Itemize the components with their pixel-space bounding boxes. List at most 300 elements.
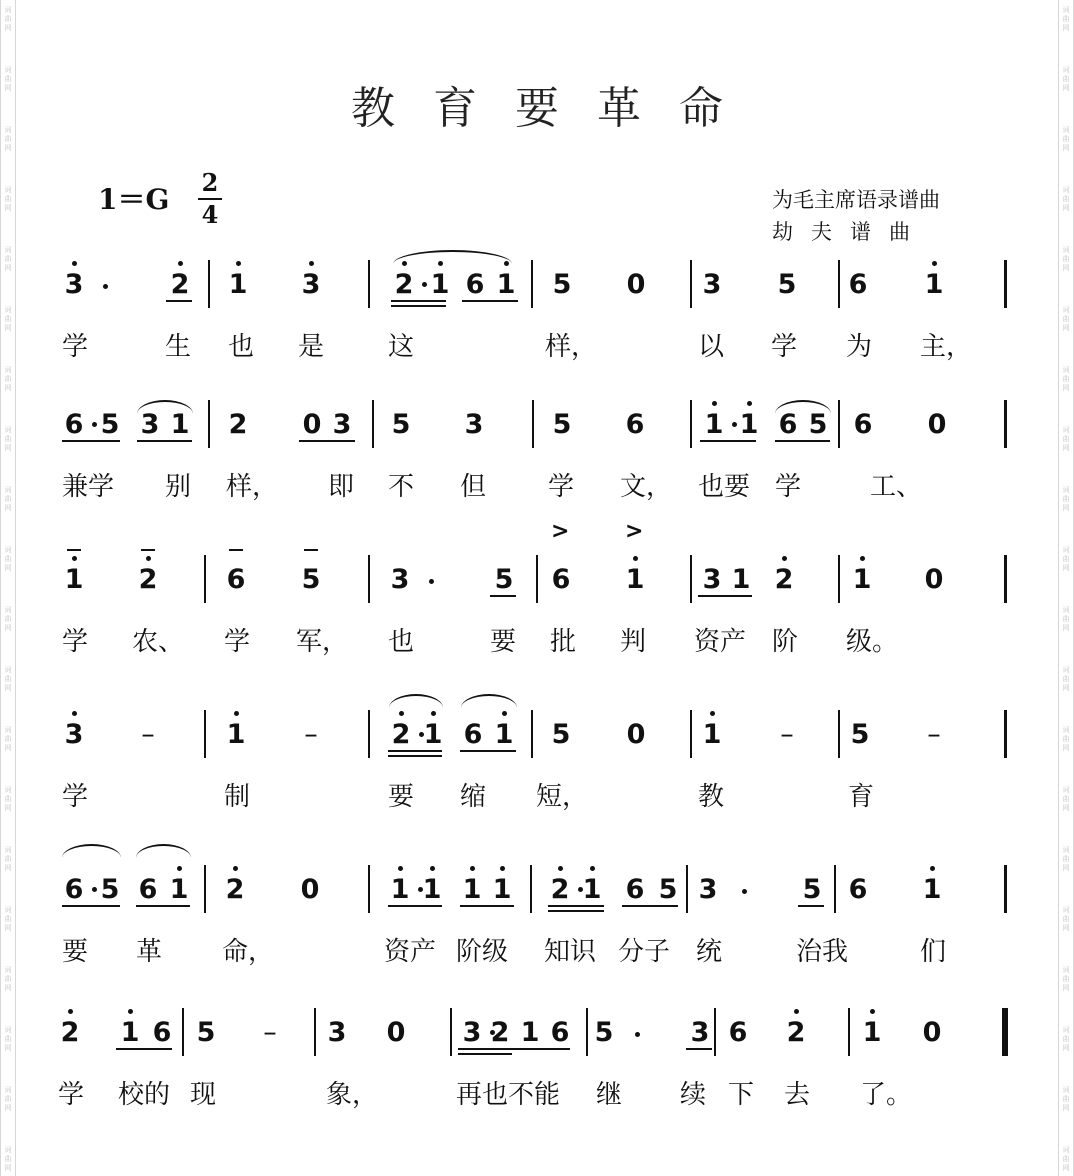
lyric-syllable: 资产	[694, 627, 747, 657]
jianpu-note: 2	[394, 269, 414, 300]
beam-underline	[62, 440, 120, 442]
beam-underline	[458, 1053, 512, 1055]
beam-underline	[622, 905, 678, 907]
lyric-syllable: 学	[62, 627, 89, 657]
augmentation-dot	[422, 282, 427, 287]
beam-underline	[548, 905, 604, 907]
jianpu-note: 5	[391, 409, 411, 440]
lyric-syllable: 学	[58, 1080, 85, 1110]
jianpu-note: 0	[922, 1017, 942, 1048]
watermark-text: 词 曲 网	[4, 1086, 12, 1112]
right-watermark-strip	[1058, 0, 1074, 1176]
jianpu-note: 1	[422, 874, 442, 905]
jianpu-note: 6	[64, 874, 84, 905]
barline	[530, 865, 532, 913]
barline	[690, 260, 692, 308]
beam-underline	[686, 1048, 712, 1050]
octave-high-dot	[72, 261, 77, 266]
extension-dash: –	[927, 719, 941, 750]
jianpu-note: 6	[550, 1017, 570, 1048]
jianpu-note: 3	[390, 564, 410, 595]
jianpu-note: 3	[64, 269, 84, 300]
octave-high-dot	[72, 711, 77, 716]
jianpu-note: 1	[170, 409, 190, 440]
lyric-syllable: 主，	[920, 332, 973, 362]
slur	[461, 694, 517, 708]
time-signature-top: 2	[201, 168, 219, 197]
lyric-syllable: 要	[62, 937, 89, 967]
jianpu-note: 1	[731, 564, 751, 595]
extension-dash: –	[304, 719, 318, 750]
lyric-syllable: 了。	[860, 1080, 913, 1110]
beam-underline	[299, 440, 355, 442]
lyric-syllable: 样，	[226, 472, 279, 502]
credit-composer: 劫夫谱曲	[772, 220, 928, 244]
watermark-text: 词 曲 网	[1062, 906, 1070, 932]
beam-underline	[460, 905, 514, 907]
slur	[137, 400, 193, 414]
barline	[182, 1008, 184, 1056]
beam-underline	[458, 1048, 570, 1050]
lyric-syllable: 校的	[118, 1080, 171, 1110]
octave-high-dot	[747, 401, 752, 406]
jianpu-note: 6	[625, 409, 645, 440]
lyric-syllable: 短，	[536, 782, 589, 812]
jianpu-note: 6	[226, 564, 246, 595]
jianpu-note: 2	[228, 409, 248, 440]
jianpu-note: 3	[462, 1017, 482, 1048]
credit-lyrics-source: 为毛主席语录谱曲	[772, 188, 940, 212]
lyric-syllable: 农、	[132, 627, 185, 657]
jianpu-note: 3	[702, 269, 722, 300]
octave-high-dot	[932, 261, 937, 266]
watermark-text: 词 曲 网	[4, 606, 12, 632]
jianpu-note: 0	[386, 1017, 406, 1048]
watermark-text: 词 曲 网	[1062, 1026, 1070, 1052]
watermark-text: 词 曲 网	[1062, 666, 1070, 692]
watermark-text: 词 曲 网	[4, 186, 12, 212]
jianpu-note: 3	[332, 409, 352, 440]
lyric-syllable: 即	[328, 472, 355, 502]
lyric-syllable: 级。	[846, 627, 899, 657]
lyric-syllable: 象，	[326, 1080, 379, 1110]
jianpu-note: 5	[808, 409, 828, 440]
octave-high-dot	[72, 556, 77, 561]
barline	[204, 710, 206, 758]
jianpu-note: 0	[927, 409, 947, 440]
barline	[686, 865, 688, 913]
lyric-syllable: 学	[771, 332, 798, 362]
lyric-syllable: 再也不能	[456, 1080, 561, 1110]
watermark-text: 词 曲 网	[1062, 786, 1070, 812]
octave-high-dot	[870, 1009, 875, 1014]
watermark-text: 词 曲 网	[1062, 606, 1070, 632]
lyric-syllable: 判	[620, 627, 647, 657]
tenuto-mark	[304, 549, 318, 551]
lyric-syllable: 学	[62, 782, 89, 812]
jianpu-note: 1	[852, 564, 872, 595]
lyric-syllable: 继	[596, 1080, 623, 1110]
lyric-syllable: 教	[698, 782, 725, 812]
lyric-syllable: 生	[165, 332, 192, 362]
beam-underline	[490, 595, 516, 597]
lyric-syllable: 不	[388, 472, 415, 502]
barline	[450, 1008, 452, 1056]
jianpu-note: 1	[120, 1017, 140, 1048]
lyric-syllable: 样，	[545, 332, 598, 362]
barline	[208, 260, 210, 308]
jianpu-note: 2	[550, 874, 570, 905]
lyric-syllable: 去	[784, 1080, 811, 1110]
lyric-syllable: 工、	[870, 472, 923, 502]
augmentation-dot	[103, 284, 108, 289]
lyric-syllable: 也	[228, 332, 255, 362]
watermark-text: 词 曲 网	[4, 6, 12, 32]
beam-underline	[62, 905, 120, 907]
jianpu-note: 1	[64, 564, 84, 595]
jianpu-note: 1	[494, 719, 514, 750]
barline	[531, 260, 533, 308]
octave-high-dot	[431, 711, 436, 716]
jianpu-note: 2	[490, 1017, 510, 1048]
watermark-text: 词 曲 网	[1062, 426, 1070, 452]
end-barline	[1004, 865, 1007, 913]
lyric-syllable: 但	[460, 472, 487, 502]
jianpu-note: 6	[848, 874, 868, 905]
jianpu-note: 1	[704, 409, 724, 440]
jianpu-note: 5	[196, 1017, 216, 1048]
lyric-syllable: 也要	[698, 472, 751, 502]
watermark-text: 词 曲 网	[4, 1026, 12, 1052]
jianpu-note: 5	[100, 409, 120, 440]
octave-high-dot	[68, 1009, 73, 1014]
tenuto-mark	[141, 549, 155, 551]
watermark-text: 词 曲 网	[1062, 366, 1070, 392]
octave-high-dot	[470, 866, 475, 871]
watermark-text: 词 曲 网	[4, 66, 12, 92]
jianpu-note: 0	[626, 719, 646, 750]
lyric-syllable: 们	[920, 937, 947, 967]
accent-mark: >	[625, 519, 644, 544]
jianpu-note: 2	[786, 1017, 806, 1048]
lyric-syllable: 现	[190, 1080, 217, 1110]
watermark-text: 词 曲 网	[1062, 726, 1070, 752]
watermark-text: 词 曲 网	[4, 486, 12, 512]
jianpu-note: 2	[60, 1017, 80, 1048]
barline	[204, 865, 206, 913]
jianpu-note: 6	[848, 269, 868, 300]
jianpu-note: 1	[625, 564, 645, 595]
lyric-syllable: 学	[62, 332, 89, 362]
watermark-text: 词 曲 网	[4, 366, 12, 392]
end-barline	[1004, 710, 1007, 758]
tenuto-mark	[67, 549, 81, 551]
octave-high-dot	[782, 556, 787, 561]
slur	[136, 844, 191, 858]
barline	[838, 555, 840, 603]
watermark-text: 词 曲 网	[4, 546, 12, 572]
barline	[838, 400, 840, 448]
jianpu-note: 5	[301, 564, 321, 595]
jianpu-note: 6	[463, 719, 483, 750]
jianpu-note: 1	[520, 1017, 540, 1048]
jianpu-note: 0	[924, 564, 944, 595]
octave-high-dot	[234, 711, 239, 716]
watermark-text: 词 曲 网	[1062, 306, 1070, 332]
lyric-syllable: 续	[680, 1080, 707, 1110]
jianpu-note: 6	[551, 564, 571, 595]
jianpu-note: 1	[862, 1017, 882, 1048]
beam-underline	[460, 750, 516, 752]
barline	[208, 400, 210, 448]
octave-high-dot	[712, 401, 717, 406]
barline	[690, 400, 692, 448]
lyric-syllable: 革	[136, 937, 163, 967]
barline	[204, 555, 206, 603]
time-signature-bottom: 4	[201, 200, 219, 229]
jianpu-note: 2	[774, 564, 794, 595]
jianpu-note: 6	[465, 269, 485, 300]
jianpu-note: 6	[138, 874, 158, 905]
end-barline	[1004, 555, 1007, 603]
watermark-text: 词 曲 网	[1062, 966, 1070, 992]
watermark-text: 词 曲 网	[1062, 186, 1070, 212]
barline	[532, 400, 534, 448]
watermark-text: 词 曲 网	[1062, 66, 1070, 92]
extension-dash: –	[780, 719, 794, 750]
jianpu-note: 6	[625, 874, 645, 905]
beam-underline	[798, 905, 824, 907]
lyric-syllable: 下	[728, 1080, 755, 1110]
jianpu-note: 6	[778, 409, 798, 440]
watermark-text: 词 曲 网	[1062, 246, 1070, 272]
lyric-syllable: 资产	[384, 937, 437, 967]
lyric-syllable: 阶	[772, 627, 799, 657]
jianpu-note: 6	[64, 409, 84, 440]
barline	[834, 865, 836, 913]
barline	[368, 710, 370, 758]
octave-high-dot	[430, 866, 435, 871]
lyric-syllable: 制	[224, 782, 251, 812]
jianpu-note: 5	[100, 874, 120, 905]
jianpu-note: 5	[494, 564, 514, 595]
jianpu-note: 5	[552, 269, 572, 300]
watermark-text: 词 曲 网	[1062, 546, 1070, 572]
octave-high-dot	[309, 261, 314, 266]
jianpu-note: 3	[464, 409, 484, 440]
beam-underline	[700, 440, 756, 442]
lyric-syllable: 批	[550, 627, 577, 657]
augmentation-dot	[92, 422, 97, 427]
lyric-syllable: 兼学	[62, 472, 115, 502]
barline	[368, 260, 370, 308]
lyric-syllable: 命，	[222, 937, 275, 967]
lyric-syllable: 育	[848, 782, 875, 812]
watermark-text: 词 曲 网	[1062, 1146, 1070, 1172]
barline	[368, 555, 370, 603]
augmentation-dot	[742, 889, 747, 894]
jianpu-note: 0	[626, 269, 646, 300]
lyric-syllable: 要	[490, 627, 517, 657]
jianpu-note: 5	[658, 874, 678, 905]
beam-underline	[462, 300, 518, 302]
octave-high-dot	[233, 866, 238, 871]
barline	[372, 400, 374, 448]
lyric-syllable: 别	[165, 472, 192, 502]
augmentation-dot	[635, 1032, 640, 1037]
watermark-text: 词 曲 网	[4, 666, 12, 692]
end-barline	[1004, 400, 1007, 448]
lyric-syllable: 学	[548, 472, 575, 502]
lyric-syllable: 学	[224, 627, 251, 657]
watermark-text: 词 曲 网	[4, 846, 12, 872]
jianpu-note: 1	[582, 874, 602, 905]
jianpu-note: 1	[462, 874, 482, 905]
watermark-text: 词 曲 网	[1062, 126, 1070, 152]
jianpu-note: 2	[391, 719, 411, 750]
beam-underline	[166, 300, 192, 302]
beam-underline	[391, 305, 446, 307]
octave-high-dot	[500, 866, 505, 871]
key-signature: 1＝G	[98, 183, 170, 216]
lyric-syllable: 学	[775, 472, 802, 502]
accent-mark: >	[551, 519, 570, 544]
jianpu-note: 3	[327, 1017, 347, 1048]
beam-underline	[136, 905, 190, 907]
lyric-syllable: 这	[388, 332, 415, 362]
octave-high-dot	[398, 866, 403, 871]
octave-high-dot	[128, 1009, 133, 1014]
watermark-text: 词 曲 网	[4, 786, 12, 812]
watermark-text: 词 曲 网	[4, 306, 12, 332]
end-barline	[1004, 260, 1007, 308]
watermark-text: 词 曲 网	[4, 126, 12, 152]
jianpu-note: 1	[492, 874, 512, 905]
barline	[690, 710, 692, 758]
jianpu-note: 6	[152, 1017, 172, 1048]
time-signature	[198, 170, 222, 228]
octave-high-dot	[794, 1009, 799, 1014]
jianpu-note: 2	[138, 564, 158, 595]
jianpu-note: 1	[430, 269, 450, 300]
jianpu-note: 5	[552, 409, 572, 440]
beam-underline	[388, 755, 442, 757]
jianpu-note: 1	[169, 874, 189, 905]
watermark-text: 词 曲 网	[4, 726, 12, 752]
song-title: 教育要革命	[351, 83, 761, 134]
octave-high-dot	[177, 866, 182, 871]
jianpu-note: 0	[302, 409, 322, 440]
beam-underline	[388, 905, 442, 907]
barline	[531, 710, 533, 758]
jianpu-note: 0	[300, 874, 320, 905]
watermark-text: 词 曲 网	[1062, 1086, 1070, 1112]
octave-high-dot	[930, 866, 935, 871]
watermark-text: 词 曲 网	[1062, 6, 1070, 32]
jianpu-note: 1	[739, 409, 759, 440]
augmentation-dot	[429, 579, 434, 584]
jianpu-note: 3	[140, 409, 160, 440]
barline	[368, 865, 370, 913]
barline	[586, 1008, 588, 1056]
lyric-syllable: 分子	[618, 937, 671, 967]
barline	[314, 1008, 316, 1056]
beam-underline	[698, 595, 752, 597]
slur	[393, 250, 512, 264]
jianpu-note: 6	[728, 1017, 748, 1048]
jianpu-note: 1	[228, 269, 248, 300]
watermark-text: 词 曲 网	[4, 906, 12, 932]
octave-high-dot	[860, 556, 865, 561]
lyric-syllable: 文，	[620, 472, 673, 502]
jianpu-note: 1	[496, 269, 516, 300]
beam-underline	[775, 440, 830, 442]
jianpu-note: 1	[390, 874, 410, 905]
jianpu-note: 1	[702, 719, 722, 750]
jianpu-note: 1	[423, 719, 443, 750]
jianpu-note: 5	[777, 269, 797, 300]
lyric-syllable: 也	[388, 627, 415, 657]
lyric-syllable: 要	[388, 782, 415, 812]
octave-high-dot	[146, 556, 151, 561]
octave-high-dot	[399, 711, 404, 716]
barline	[838, 260, 840, 308]
octave-high-dot	[710, 711, 715, 716]
beam-underline	[391, 300, 446, 302]
left-watermark-strip	[0, 0, 16, 1176]
jianpu-note: 3	[64, 719, 84, 750]
watermark-text: 词 曲 网	[1062, 486, 1070, 512]
slur	[389, 694, 443, 708]
octave-high-dot	[633, 556, 638, 561]
barline	[848, 1008, 850, 1056]
lyric-syllable: 以	[698, 332, 725, 362]
beam-underline	[137, 440, 192, 442]
watermark-text: 词 曲 网	[4, 966, 12, 992]
jianpu-note: 3	[698, 874, 718, 905]
jianpu-note: 3	[690, 1017, 710, 1048]
lyric-syllable: 为	[846, 332, 873, 362]
barline	[536, 555, 538, 603]
watermark-text: 词 曲 网	[4, 426, 12, 452]
beam-underline	[116, 1048, 172, 1050]
jianpu-note: 5	[802, 874, 822, 905]
jianpu-note: 5	[850, 719, 870, 750]
octave-high-dot	[558, 866, 563, 871]
jianpu-note: 5	[551, 719, 571, 750]
extension-dash: –	[263, 1017, 277, 1048]
jianpu-note: 5	[594, 1017, 614, 1048]
lyric-syllable: 是	[298, 332, 325, 362]
end-barline	[1002, 1008, 1008, 1056]
watermark-text: 词 曲 网	[1062, 846, 1070, 872]
slur	[775, 400, 831, 414]
jianpu-note: 1	[922, 874, 942, 905]
lyric-syllable: 知识	[544, 937, 597, 967]
slur	[62, 844, 121, 858]
lyric-syllable: 统	[696, 937, 723, 967]
extension-dash: –	[141, 719, 155, 750]
tenuto-mark	[229, 549, 243, 551]
beam-underline	[548, 910, 604, 912]
watermark-text: 词 曲 网	[4, 1146, 12, 1172]
jianpu-note: 6	[853, 409, 873, 440]
beam-underline	[388, 750, 442, 752]
lyric-syllable: 军，	[296, 627, 349, 657]
jianpu-note: 2	[225, 874, 245, 905]
lyric-syllable: 治我	[796, 937, 849, 967]
jianpu-note: 3	[301, 269, 321, 300]
